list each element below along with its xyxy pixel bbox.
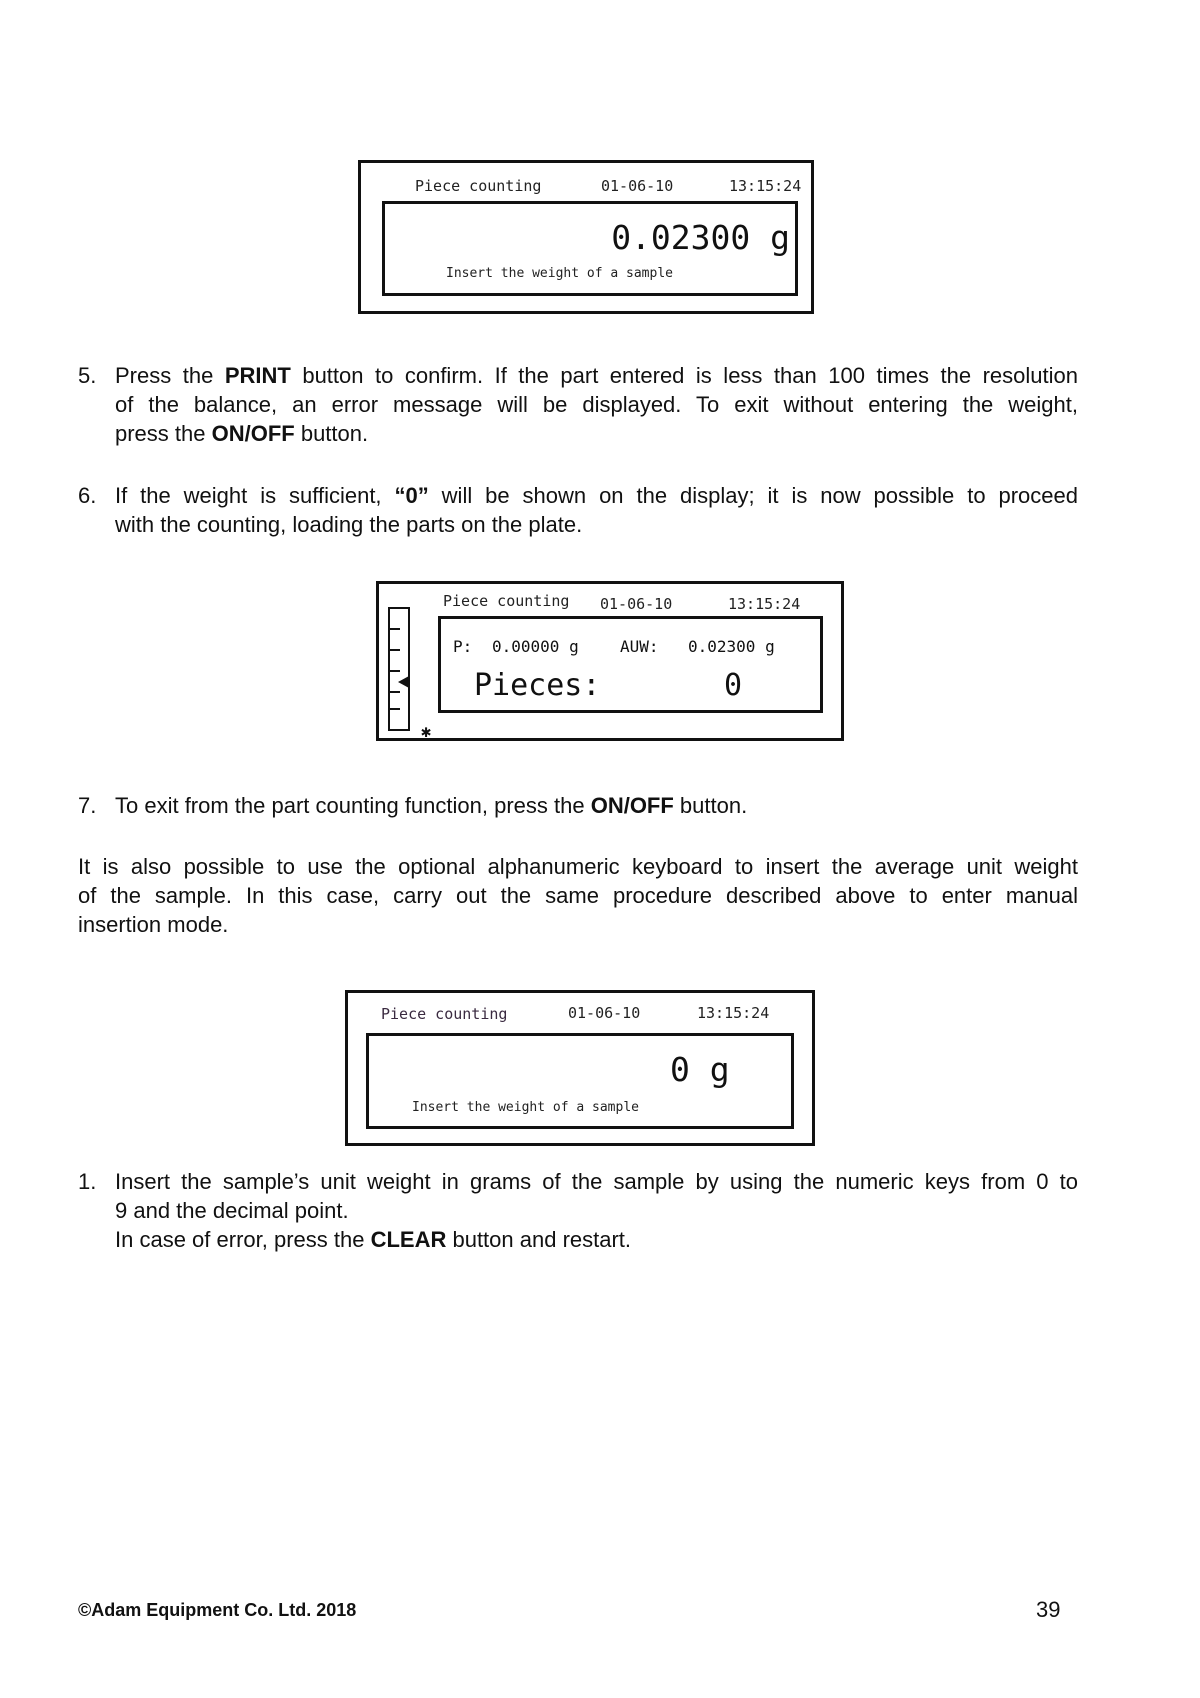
step-6-text	[115, 481, 1078, 539]
step-1-line-1: Insert the sample’s unit weight in grams of the sample by using the numeric keys from 0 to	[115, 1169, 1078, 1194]
step-1-number: 1.	[78, 1169, 97, 1194]
step-5-line-2: of the balance, an error message will be displayed. To exit without entering the weight,	[115, 392, 1078, 417]
step-5-line-3a: press the	[115, 421, 212, 446]
display-2-pieces-value: 0	[724, 668, 743, 703]
display-3-date: 01-06-10	[568, 1004, 641, 1022]
display-2-date: 01-06-10	[600, 595, 673, 613]
display-3-value: 0 g	[670, 1050, 730, 1089]
note-line-1: It is also possible to use the optional alphanumeric keyboard to insert the average unit weight	[78, 854, 1078, 879]
display-3-mode: Piece counting	[381, 1005, 508, 1023]
onoff-button-label: ON/OFF	[211, 421, 295, 446]
step-1-line-2: 9 and the decimal point.	[115, 1198, 349, 1223]
step-5-line-1a: Press the	[115, 363, 225, 388]
display-1-date: 01-06-10	[601, 177, 674, 195]
display-1-time: 13:15:24	[729, 177, 802, 195]
stable-asterisk-icon: ✱	[421, 722, 432, 742]
onoff-button-label: ON/OFF	[590, 793, 674, 818]
step-6-line-1c: will be shown on the display; it is now possible to proceed	[428, 483, 1078, 508]
step-7-number: 7.	[78, 793, 97, 818]
step-1-line-3c: button and restart.	[446, 1227, 632, 1252]
step-6-number: 6.	[78, 483, 97, 508]
bar-tick	[390, 628, 400, 630]
note-line-3: insertion mode.	[78, 912, 229, 937]
display-2-p-value: 0.00000 g	[492, 637, 579, 656]
display-1-value: 0.02300 g	[611, 218, 790, 257]
level-pointer-icon	[398, 676, 409, 688]
display-2-mode: Piece counting	[443, 592, 570, 610]
display-2-time: 13:15:24	[728, 595, 801, 613]
step-7-text	[115, 791, 1078, 820]
bar-tick	[390, 691, 400, 693]
display-2-pieces-label: Pieces:	[474, 668, 601, 703]
step-5-line-3c: button.	[294, 421, 369, 446]
step-5-line-1c: button to confirm. If the part entered is less than 100 times the resolution	[290, 363, 1078, 388]
display-1-hint: Insert the weight of a sample	[446, 266, 673, 281]
step-1-line-3a: In case of error, press the	[115, 1227, 371, 1252]
note-line-2: of the sample. In this case, carry out the same procedure described above to enter manual	[78, 883, 1078, 908]
step-7-line-1a: To exit from the part counting function, press the	[115, 793, 591, 818]
page-number: 39	[1036, 1597, 1061, 1622]
display-3-hint: Insert the weight of a sample	[412, 1100, 639, 1115]
bar-tick	[390, 670, 400, 672]
step-1-text	[115, 1167, 1078, 1254]
step-5-number: 5.	[78, 363, 97, 388]
bar-tick	[390, 708, 400, 710]
display-3-time: 13:15:24	[697, 1004, 770, 1022]
keyboard-note	[78, 852, 1078, 939]
zero-quote: “0”	[394, 483, 429, 508]
load-bar-graph	[388, 607, 410, 731]
display-2-auw-value: 0.02300 g	[688, 637, 775, 656]
display-1-mode: Piece counting	[415, 177, 542, 195]
display-2-auw-label: AUW:	[620, 637, 659, 656]
step-6-line-1a: If the weight is sufficient,	[115, 483, 395, 508]
footer-copyright: ©Adam Equipment Co. Ltd. 2018	[78, 1600, 357, 1620]
step-7-line-1c: button.	[673, 793, 748, 818]
bar-tick	[390, 649, 400, 651]
print-button-label: PRINT	[224, 363, 291, 388]
clear-button-label: CLEAR	[370, 1227, 447, 1252]
step-5-text	[115, 361, 1078, 448]
step-6-line-2: with the counting, loading the parts on the plate.	[115, 512, 583, 537]
display-2-p-label: P:	[453, 637, 473, 656]
